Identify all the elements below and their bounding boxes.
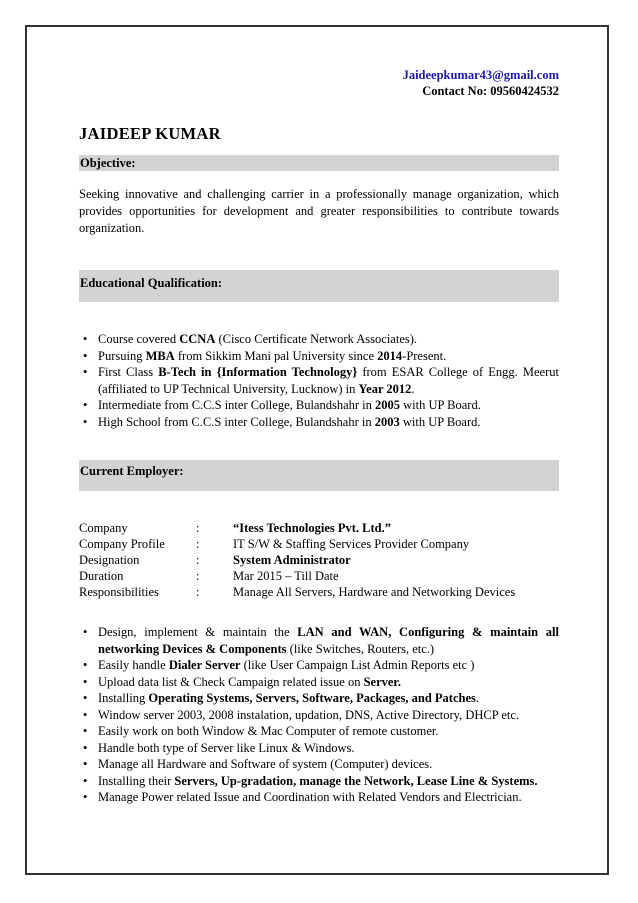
- bullet-icon: •: [83, 790, 88, 804]
- education-item: • Intermediate from C.C.S inter College, Bulandshahr in 2005 with UP Board.: [83, 398, 481, 412]
- responsibility-item: • Installing Operating Systems, Servers, Software, Packages, and Patches.: [83, 691, 479, 705]
- employer-field-label: Designation: [79, 553, 140, 567]
- responsibility-item: • Design, implement & maintain the LAN and WAN, Configuring & maintain all networking Devices & Components (like Switches, Routers, etc.): [83, 625, 560, 656]
- employer-field-label: Duration: [79, 569, 124, 583]
- candidate-name: JAIDEEP KUMAR: [79, 124, 221, 143]
- bullet-icon: •: [83, 707, 88, 722]
- education-item: • Course covered CCNA (Cisco Certificate Network Associates).: [83, 332, 418, 346]
- employer-heading: Current Employer:: [79, 460, 559, 491]
- employer-field-value: System Administrator: [233, 553, 351, 567]
- responsibility-item: • Easily work on both Window & Mac Computer of remote customer.: [83, 724, 439, 738]
- employer-field-label: Responsibilities: [79, 585, 159, 599]
- responsibilities-list: [79, 624, 559, 806]
- bullet-icon: •: [83, 365, 88, 379]
- bullet-icon: •: [83, 773, 88, 788]
- employer-field-value: Manage All Servers, Hardware and Networking Devices: [233, 585, 516, 599]
- contact-number: Contact No: 09560424532: [422, 84, 559, 98]
- bullet-icon: •: [83, 625, 88, 639]
- education-item: • Pursuing MBA from Sikkim Mani pal University since 2014-Present.: [83, 348, 447, 363]
- employer-field-value: “Itess Technologies Pvt. Ltd.”: [233, 521, 392, 535]
- responsibility-item: • Manage all Hardware and Software of system (Computer) devices.: [83, 757, 433, 771]
- education-heading: Educational Qualification:: [79, 270, 559, 302]
- employer-field-value: Mar 2015 – Till Date: [233, 569, 339, 583]
- responsibility-item: • Handle both type of Server like Linux & Windows.: [83, 740, 355, 755]
- responsibility-item: • Window server 2003, 2008 instalation, updation, DNS, Active Directory, DHCP etc.: [83, 707, 520, 722]
- bullet-icon: •: [83, 724, 88, 738]
- objective-text: Seeking innovative and challenging carrier in a professionally manage organization, which provides opportunities for development and greater responsibilities to contribute towards organization.: [79, 187, 559, 235]
- bullet-icon: •: [83, 674, 88, 689]
- employer-field-label: Company: [79, 521, 128, 535]
- education-item: • First Class B-Tech in {Information Technology} from ESAR College of Engg. Meerut (affiliated to UP Technical University, Lucknow) in Year 2012.: [83, 365, 559, 396]
- bullet-icon: •: [83, 691, 88, 705]
- bullet-icon: •: [83, 658, 88, 672]
- separator: :: [196, 537, 200, 551]
- email[interactable]: Jaideepkumar43@gmail.com: [402, 68, 559, 82]
- separator: :: [196, 569, 200, 583]
- employer-field-value: IT S/W & Staffing Services Provider Company: [233, 537, 470, 551]
- responsibility-item: • Manage Power related Issue and Coordination with Related Vendors and Electrician.: [83, 790, 522, 804]
- employer-field-label: Company Profile: [79, 537, 165, 551]
- bullet-icon: •: [83, 332, 88, 346]
- responsibility-item: • Easily handle Dialer Server (like User Campaign List Admin Reports etc ): [83, 658, 475, 672]
- bullet-icon: •: [83, 398, 88, 412]
- bullet-icon: •: [83, 348, 88, 363]
- responsibility-item: • Upload data list & Check Campaign related issue on Server.: [83, 674, 401, 689]
- education-item: • High School from C.C.S inter College, Bulandshahr in 2003 with UP Board.: [83, 414, 481, 429]
- separator: :: [196, 585, 200, 599]
- education-list: [79, 331, 559, 430]
- bullet-icon: •: [83, 740, 88, 755]
- separator: :: [196, 553, 200, 567]
- objective-heading: Objective:: [79, 155, 559, 171]
- bullet-icon: •: [83, 414, 88, 429]
- bullet-icon: •: [83, 757, 88, 771]
- responsibility-item: • Installing their Servers, Up-gradation, manage the Network, Lease Line & Systems.: [83, 773, 538, 788]
- separator: :: [196, 521, 200, 535]
